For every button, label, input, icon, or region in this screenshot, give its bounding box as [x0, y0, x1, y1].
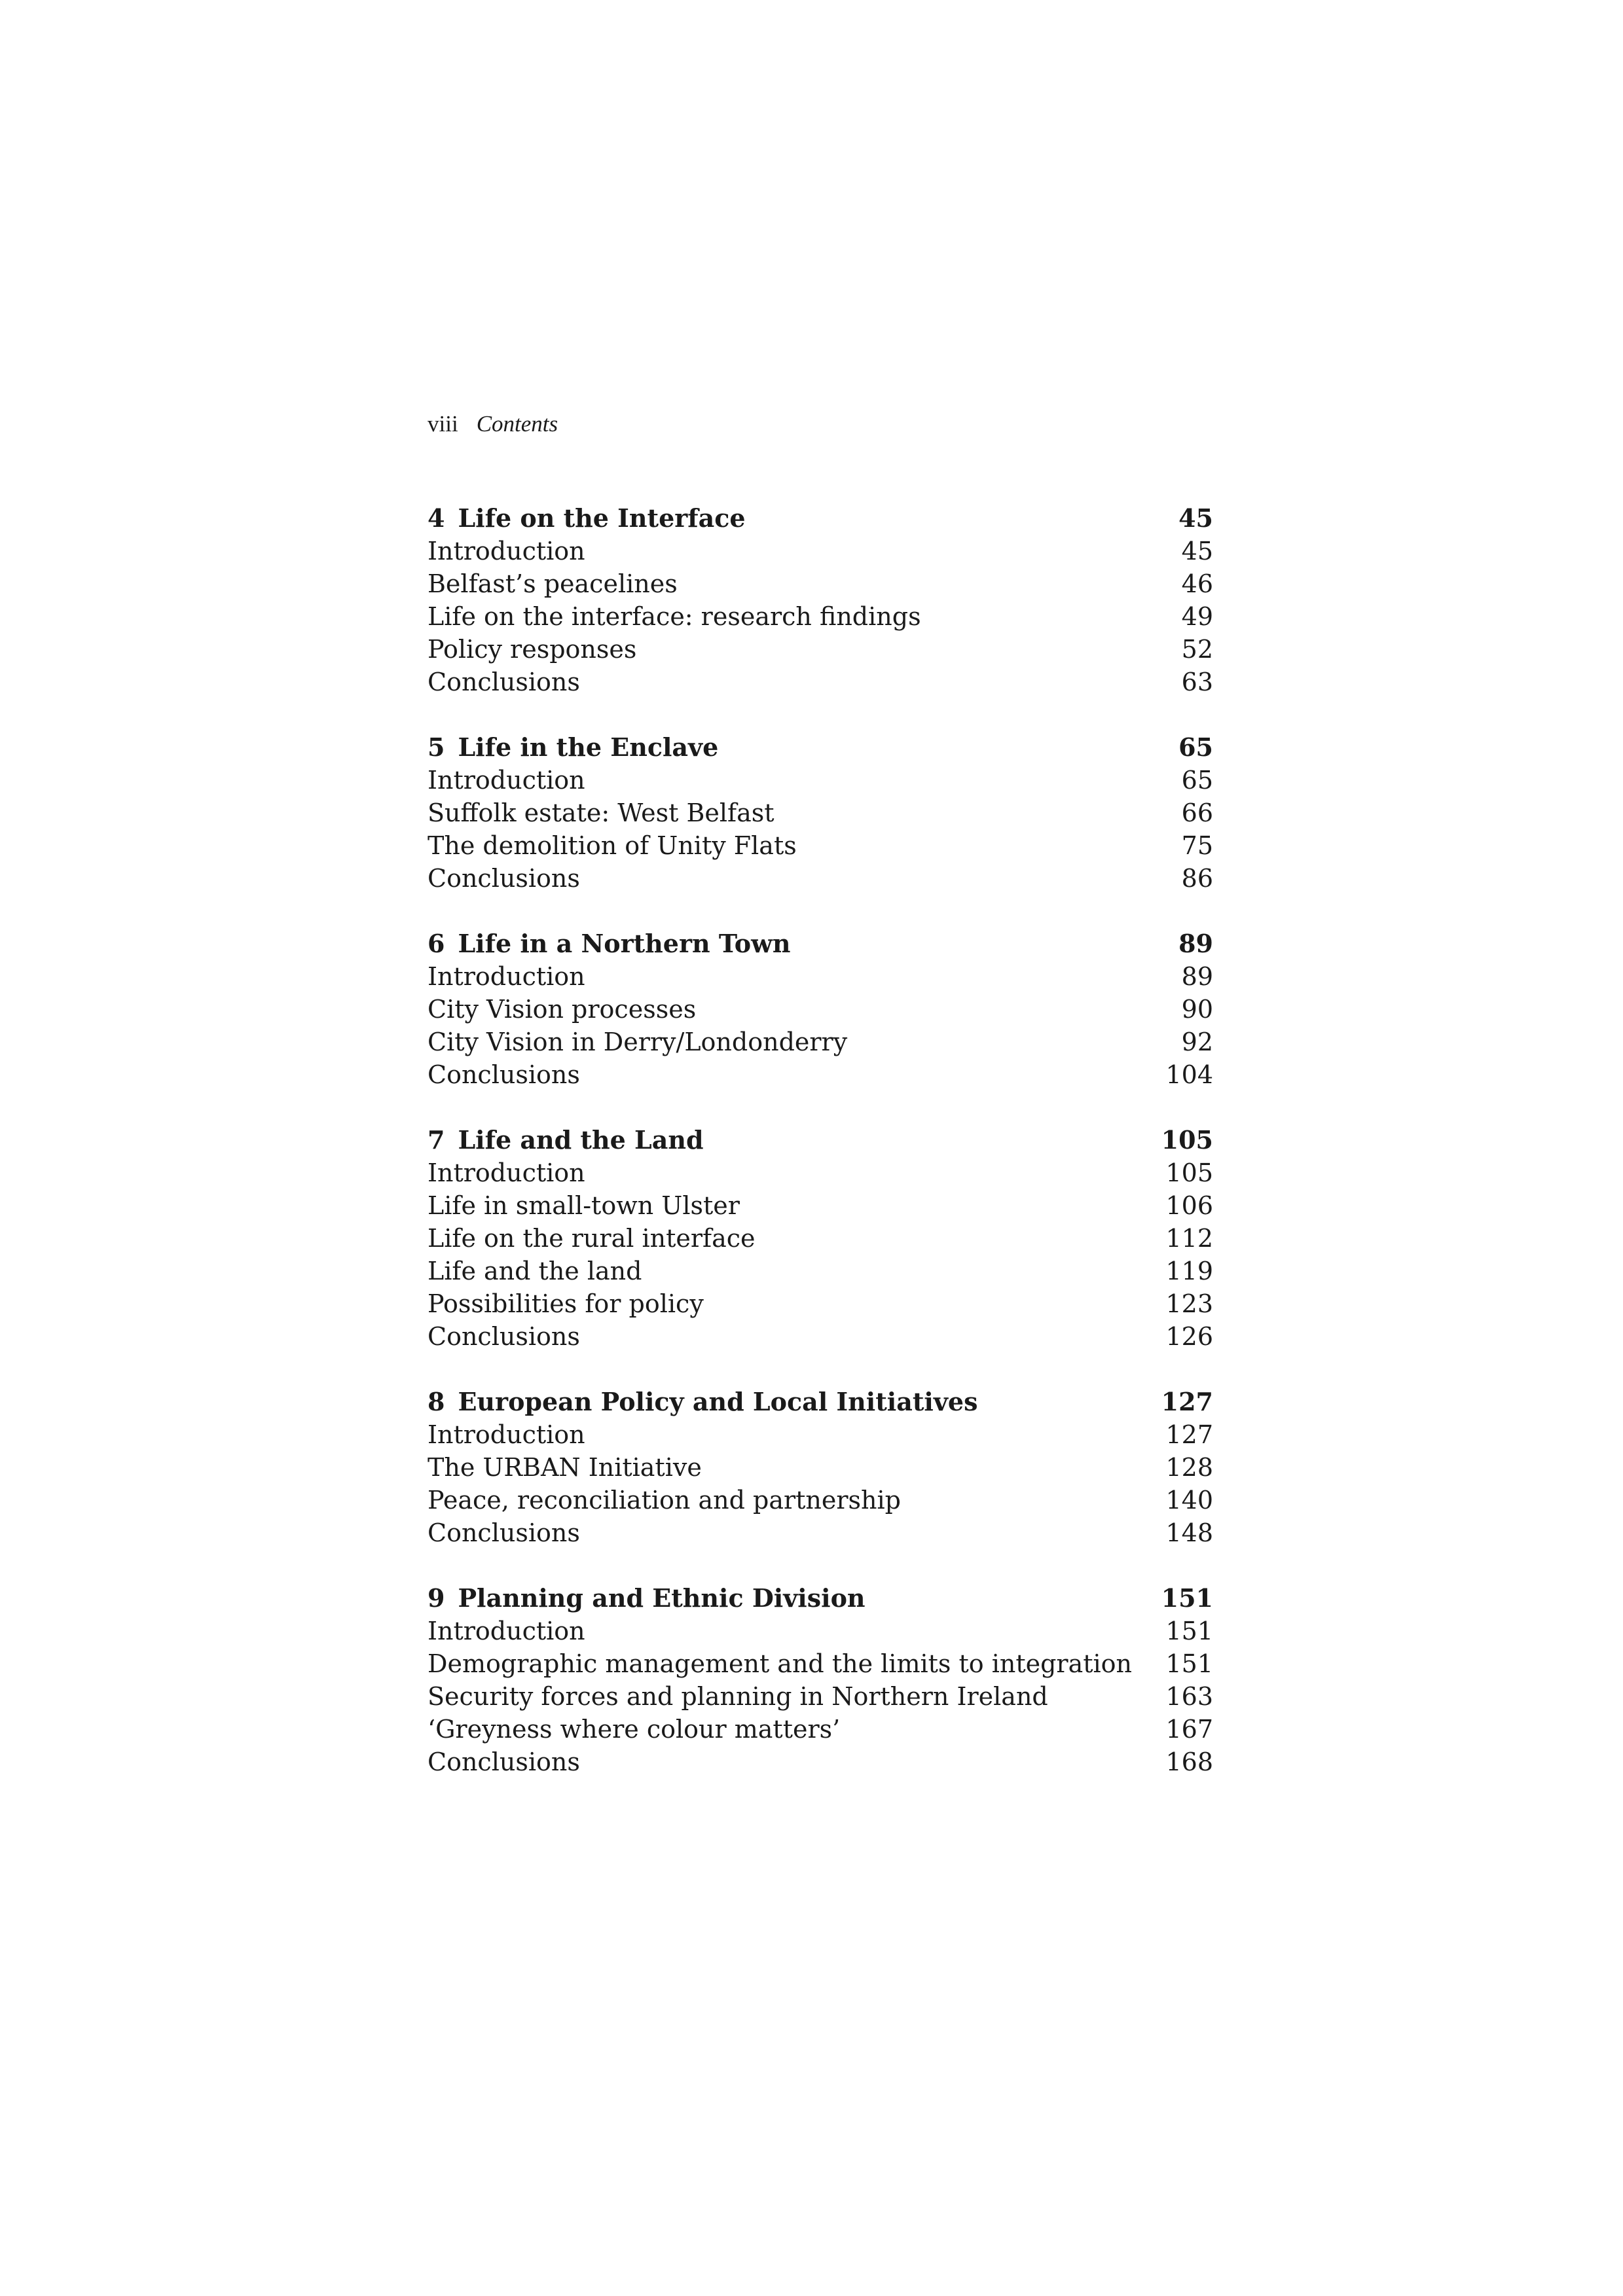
section-title: Suffolk estate: West Belfast	[428, 798, 775, 827]
toc-section-entry[interactable]	[428, 567, 1213, 600]
chapter-heading[interactable]	[428, 927, 1213, 960]
chapter-heading-label	[428, 502, 746, 535]
section-page-number: 45	[1181, 537, 1213, 565]
running-head	[428, 410, 558, 439]
chapter-number: 9	[428, 1583, 445, 1613]
chapter-page-number: 45	[1178, 503, 1213, 533]
toc-section-entry[interactable]	[428, 764, 1213, 797]
section-page-number: 92	[1181, 1028, 1213, 1056]
toc-section-entry[interactable]	[428, 666, 1213, 698]
section-page-number: 66	[1181, 798, 1213, 827]
toc-section-entry[interactable]	[428, 1746, 1213, 1778]
toc-chapter	[428, 1124, 1213, 1353]
section-page-number: 49	[1181, 602, 1213, 631]
section-title: Conclusions	[428, 1518, 580, 1547]
toc-section-entry[interactable]	[428, 1647, 1213, 1680]
section-page-number: 90	[1181, 995, 1213, 1024]
toc-section-entry[interactable]	[428, 1026, 1213, 1058]
toc-section-entry[interactable]	[428, 1189, 1213, 1222]
section-page-number: 163	[1165, 1682, 1213, 1711]
section-title: ‘Greyness where colour matters’	[428, 1715, 841, 1744]
toc-section-entry[interactable]	[428, 1451, 1213, 1484]
section-title: Conclusions	[428, 864, 580, 893]
section-title: Peace, reconciliation and partnership	[428, 1486, 902, 1515]
section-page-number: 148	[1165, 1518, 1213, 1547]
section-title: The URBAN Initiative	[428, 1453, 702, 1482]
section-page-number: 89	[1181, 962, 1213, 991]
toc-section-entry[interactable]	[428, 633, 1213, 666]
chapter-heading[interactable]	[428, 1124, 1213, 1157]
toc-section-entry[interactable]	[428, 1615, 1213, 1647]
section-title: The demolition of Unity Flats	[428, 831, 797, 860]
section-page-number: 86	[1181, 864, 1213, 893]
toc-section-entry[interactable]	[428, 1157, 1213, 1189]
toc-section-entry[interactable]	[428, 1680, 1213, 1713]
section-title: Life and the land	[428, 1257, 642, 1285]
toc-section-entry[interactable]	[428, 1516, 1213, 1549]
toc-section-entry[interactable]	[428, 1222, 1213, 1255]
toc-section-entry[interactable]	[428, 600, 1213, 633]
chapter-title: Life in a Northern Town	[458, 929, 791, 958]
chapter-heading-label	[428, 1124, 704, 1157]
chapter-page-number: 105	[1161, 1125, 1213, 1155]
section-title: Policy responses	[428, 635, 637, 664]
section-page-number: 75	[1181, 831, 1213, 860]
section-page-number: 151	[1165, 1649, 1213, 1678]
chapter-title: Life and the Land	[458, 1125, 704, 1155]
chapter-heading[interactable]	[428, 1582, 1213, 1615]
section-page-number: 168	[1165, 1748, 1213, 1776]
section-page-number: 52	[1181, 635, 1213, 664]
toc-section-entry[interactable]	[428, 862, 1213, 895]
section-title: Conclusions	[428, 1060, 580, 1089]
toc-chapter	[428, 1386, 1213, 1549]
section-title: Conclusions	[428, 668, 580, 696]
chapter-heading-label	[428, 1386, 977, 1418]
chapter-heading-label	[428, 1582, 866, 1615]
toc-section-entry[interactable]	[428, 535, 1213, 567]
chapter-page-number: 151	[1161, 1583, 1213, 1613]
running-title: Contents	[476, 411, 558, 437]
chapter-title: Life on the Interface	[458, 503, 746, 533]
section-page-number: 104	[1165, 1060, 1213, 1089]
section-page-number: 119	[1165, 1257, 1213, 1285]
section-page-number: 123	[1165, 1289, 1213, 1318]
section-page-number: 63	[1181, 668, 1213, 696]
chapter-title: European Policy and Local Initiatives	[458, 1387, 978, 1416]
section-title: Life on the rural interface	[428, 1224, 756, 1253]
section-page-number: 167	[1165, 1715, 1213, 1744]
section-title: Introduction	[428, 1420, 585, 1449]
toc-chapter	[428, 927, 1213, 1091]
toc-section-entry[interactable]	[428, 1713, 1213, 1746]
chapter-heading-label	[428, 927, 790, 960]
chapter-number: 8	[428, 1387, 445, 1416]
section-title: Demographic management and the limits to integration	[428, 1649, 1133, 1678]
section-title: Introduction	[428, 766, 585, 795]
section-title: Life on the interface: research findings	[428, 602, 921, 631]
section-title: Introduction	[428, 1617, 585, 1645]
chapter-heading-label	[428, 731, 718, 764]
section-title: Introduction	[428, 962, 585, 991]
chapter-title: Planning and Ethnic Division	[458, 1583, 866, 1613]
toc-chapter	[428, 731, 1213, 895]
section-page-number: 128	[1165, 1453, 1213, 1482]
chapter-number: 6	[428, 929, 445, 958]
toc-section-entry[interactable]	[428, 1484, 1213, 1516]
section-title: City Vision processes	[428, 995, 697, 1024]
section-title: Introduction	[428, 537, 585, 565]
toc-section-entry[interactable]	[428, 993, 1213, 1026]
toc-section-entry[interactable]	[428, 1058, 1213, 1091]
section-page-number: 151	[1165, 1617, 1213, 1645]
chapter-page-number: 65	[1178, 732, 1213, 762]
section-page-number: 140	[1165, 1486, 1213, 1515]
section-title: Belfast’s peacelines	[428, 569, 678, 598]
section-page-number: 46	[1181, 569, 1213, 598]
toc-chapter	[428, 502, 1213, 698]
chapter-number: 4	[428, 503, 445, 533]
toc-section-entry[interactable]	[428, 1320, 1213, 1353]
chapter-heading[interactable]	[428, 731, 1213, 764]
chapter-number: 7	[428, 1125, 445, 1155]
toc-section-entry[interactable]	[428, 829, 1213, 862]
section-page-number: 105	[1165, 1158, 1213, 1187]
chapter-heading[interactable]	[428, 502, 1213, 535]
section-title: Introduction	[428, 1158, 585, 1187]
section-title: City Vision in Derry/Londonderry	[428, 1028, 848, 1056]
section-title: Possibilities for policy	[428, 1289, 704, 1318]
chapter-title: Life in the Enclave	[458, 732, 719, 762]
toc-chapter	[428, 1582, 1213, 1778]
chapter-number: 5	[428, 732, 445, 762]
section-title: Life in small-town Ulster	[428, 1191, 740, 1220]
chapter-page-number: 127	[1161, 1387, 1213, 1416]
section-title: Security forces and planning in Northern Ireland	[428, 1682, 1048, 1711]
chapter-heading[interactable]	[428, 1386, 1213, 1418]
toc-section-entry[interactable]	[428, 797, 1213, 829]
table-of-contents	[428, 502, 1213, 1811]
section-page-number: 127	[1165, 1420, 1213, 1449]
toc-section-entry[interactable]	[428, 960, 1213, 993]
section-title: Conclusions	[428, 1748, 580, 1776]
toc-section-entry[interactable]	[428, 1255, 1213, 1287]
page-folio: viii	[428, 411, 458, 437]
section-title: Conclusions	[428, 1322, 580, 1351]
section-page-number: 112	[1165, 1224, 1213, 1253]
toc-section-entry[interactable]	[428, 1418, 1213, 1451]
section-page-number: 126	[1165, 1322, 1213, 1351]
toc-section-entry[interactable]	[428, 1287, 1213, 1320]
section-page-number: 106	[1165, 1191, 1213, 1220]
chapter-page-number: 89	[1178, 929, 1213, 958]
section-page-number: 65	[1181, 766, 1213, 795]
